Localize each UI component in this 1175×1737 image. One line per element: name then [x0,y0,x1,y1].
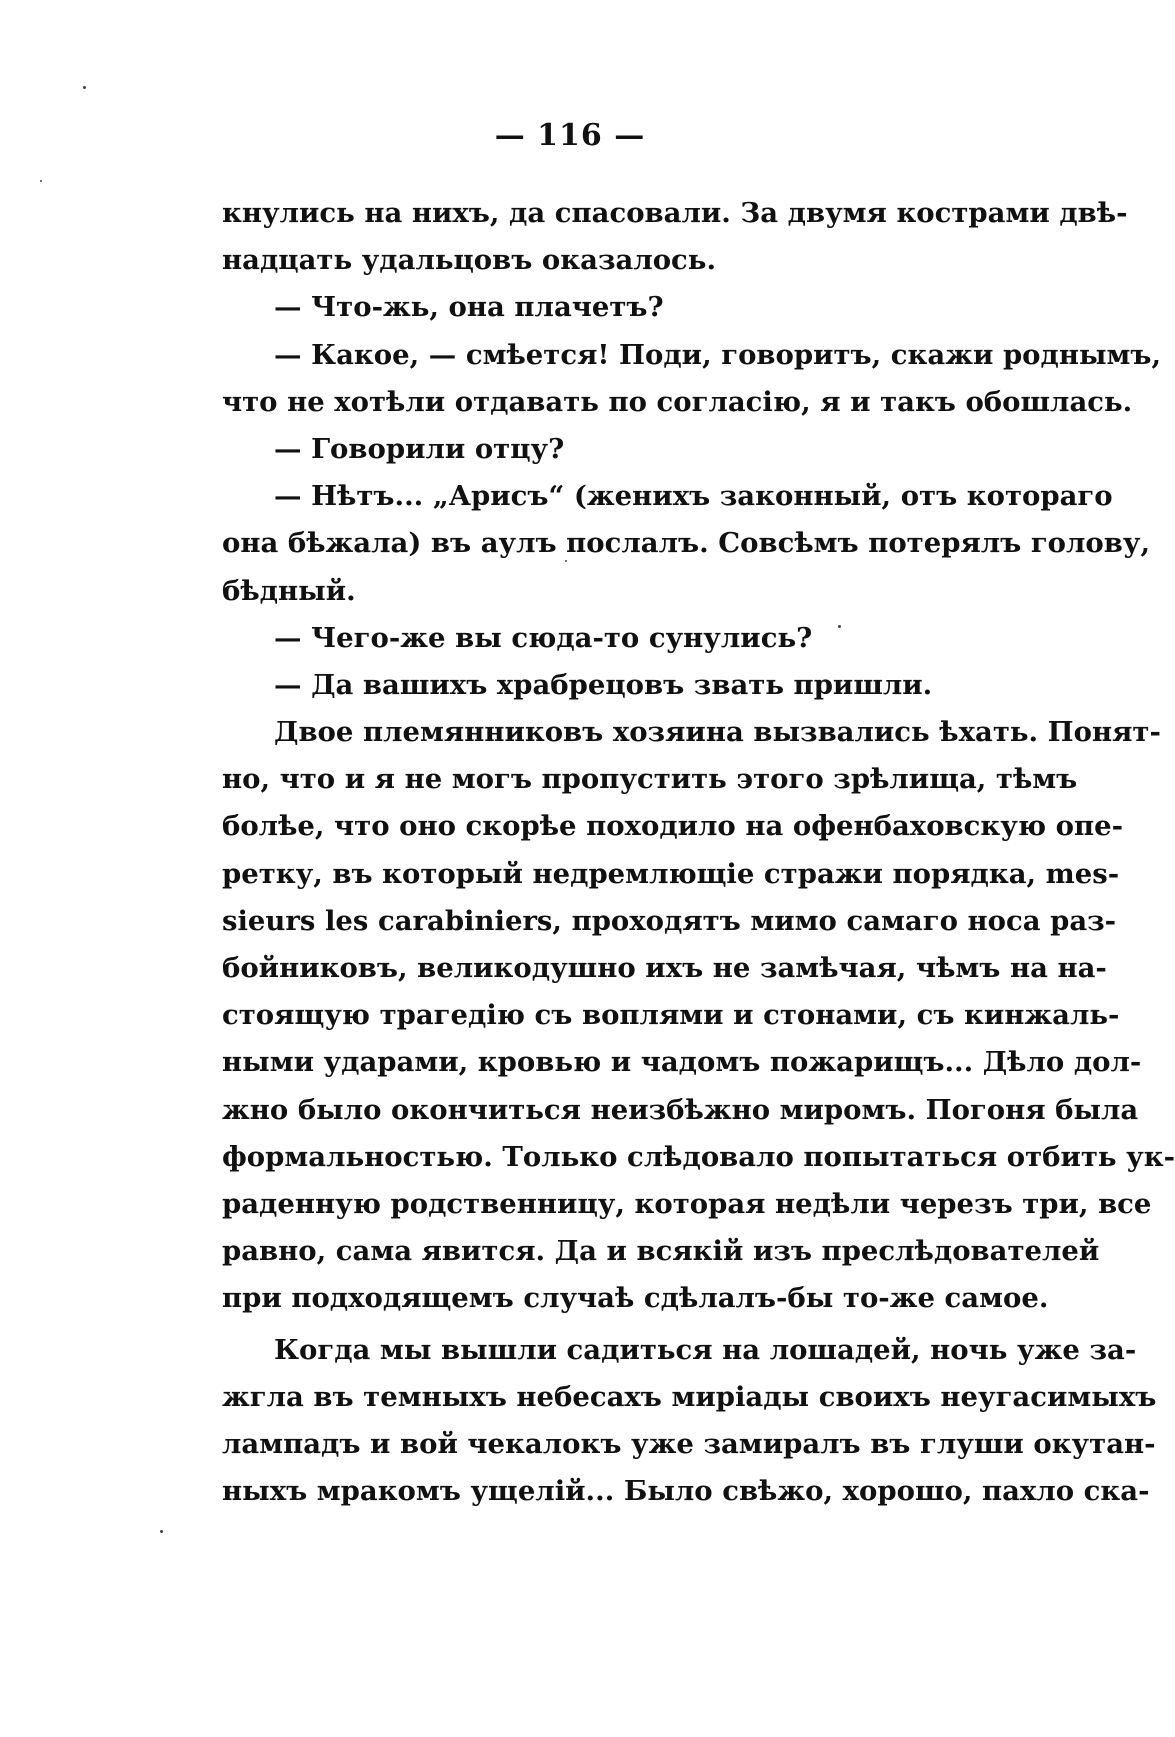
scan-speck [40,180,42,182]
text-line: надцать удальцовъ оказалось. [222,244,717,277]
text-line: Когда мы вышли садиться на лошадей, ночь уже за- [274,1333,1137,1366]
body-text [222,190,1175,1515]
text-line: sieurs les carabiniers, проходятъ мимо самаго носа раз- [222,904,1117,937]
text-line: — Да вашихъ храбрецовъ звать пришли. [274,668,933,701]
text-line: бойниковъ, великодушно ихъ не замѣчая, чѣмъ на на- [222,952,1107,984]
text-line: равно, сама явится. Да и всякій изъ преслѣдователей [222,1235,1100,1268]
page-number: — 116 — [494,118,646,153]
text-line: кнулись на нихъ, да спасовали. За двумя кострами двѣ- [222,197,1128,229]
scan-speck [838,625,841,628]
text-line: формальностью. Только слѣдовало попытаться отбить ук- [222,1140,1175,1173]
text-line: она бѣжала) въ аулъ послалъ. Совсѣмъ потерялъ голову, [222,527,1151,560]
text-line: раденную родственницу, которая недѣли черезъ три, все [222,1187,1152,1220]
scan-speck [83,86,86,89]
text-line: — Какое, — смѣется! Поди, говоритъ, скажи роднымъ, [274,338,1162,371]
text-line: но, что и я не могъ пропустить этого зрѣлища, тѣмъ [222,763,1078,796]
text-line: лампадъ и вой чекалокъ уже замиралъ въ глуши окутан- [222,1427,1156,1460]
text-line: жно было окончиться неизбѣжно миромъ. Погоня была [222,1093,1139,1126]
scan-speck [160,1530,163,1533]
text-line: — Что-жь, она плачетъ? [274,291,664,324]
text-line: при подходящемъ случаѣ сдѣлалъ-бы то-же самое. [222,1282,1049,1315]
text-line: жгла въ темныхъ небесахъ миріады своихъ неугасимыхъ [222,1380,1157,1413]
text-line: ныхъ мракомъ ущелій... Было свѣжо, хорошо, пахло ска- [222,1475,1150,1508]
text-line: бѣдный. [222,574,356,607]
text-line: — Нѣтъ... „Арисъ“ (женихъ законный, отъ котораго [274,480,1113,513]
text-line: — Говорили отцу? [274,432,565,465]
text-line: что не хотѣли отдавать по согласію, я и такъ обошлась. [222,385,1133,418]
text-line: Двое племянниковъ хозяина вызвались ѣхать. Понят- [274,716,1161,749]
text-line: болѣе, что оно скорѣе походило на офенбаховскую опе- [222,810,1124,843]
text-line: ными ударами, кровью и чадомъ пожарищъ... Дѣло дол- [222,1046,1142,1079]
text-line: ретку, въ который недремлющіе стражи порядка, mes- [222,857,1120,890]
scan-speck [565,560,567,562]
text-line: — Чего-же вы сюда-то сунулись? [274,621,813,654]
text-line: стоящую трагедію съ воплями и стонами, съ кинжаль- [222,999,1120,1032]
